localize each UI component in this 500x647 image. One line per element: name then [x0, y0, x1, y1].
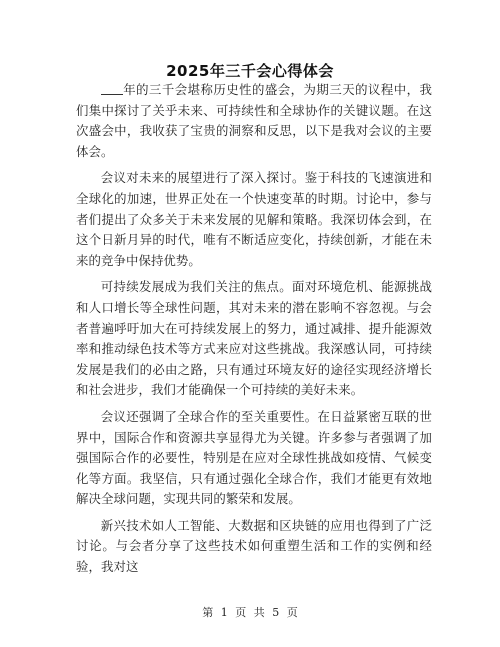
document-body — [76, 80, 432, 584]
page-number-footer: 第 1 页 共 5 页 — [202, 606, 298, 619]
paragraph-3: 可持续发展成为我们关注的焦点。面对环境危机、能源挑战和人口增长等全球性问题，其对未来的潜在影响不容忽视。与会者普遍呼吁加大在可持续发展上的努力，通过减排、提升能源效率和推动绿色技术等方式来应对这些挑战。我深感认同，可持续发展是我们的必由之路，只有通过环境友好的途径实现经济增长和社会进步，我们才能确保一个可持续的美好未来。 — [76, 279, 432, 398]
paragraph-5: 新兴技术如人工智能、大数据和区块链的应用也得到了广泛讨论。与会者分享了这些技术如何重塑生活和工作的实例和经验，我对这 — [76, 517, 432, 575]
paragraph-1 — [76, 80, 432, 162]
blank-underline — [101, 82, 123, 95]
paragraph-4: 会议还强调了全球合作的至关重要性。在日益紧密互联的世界中，国际合作和资源共享显得尤为关键。许多参与者强调了加强国际合作的必要性，特别是在应对全球性挑战如疫情、气候变化等方面。我坚信，只有通过强化全球合作，我们才能更有效地解决全球问题，实现共同的繁荣和发展。 — [76, 408, 432, 507]
paragraph-1-text: 年的三千会堪称历史性的盛会，为期三天的议程中，我们集中探讨了关乎未来、可持续性和全球协作的关键议题。在这次盛会中，我收获了宝贵的洞察和反思，以下是我对会议的主要体会。 — [76, 82, 432, 159]
document-title: 2025年三千会心得体会 — [166, 62, 334, 80]
paragraph-2: 会议对未来的展望进行了深入探讨。鉴于科技的飞速演进和全球化的加速，世界正处在一个快速变革的时期。讨论中，参与者们提出了众多关于未来发展的见解和策略。我深切体会到，在这个日新月异的时代，唯有不断适应变化，持续创新，才能在未来的竞争中保持优势。 — [76, 170, 432, 268]
